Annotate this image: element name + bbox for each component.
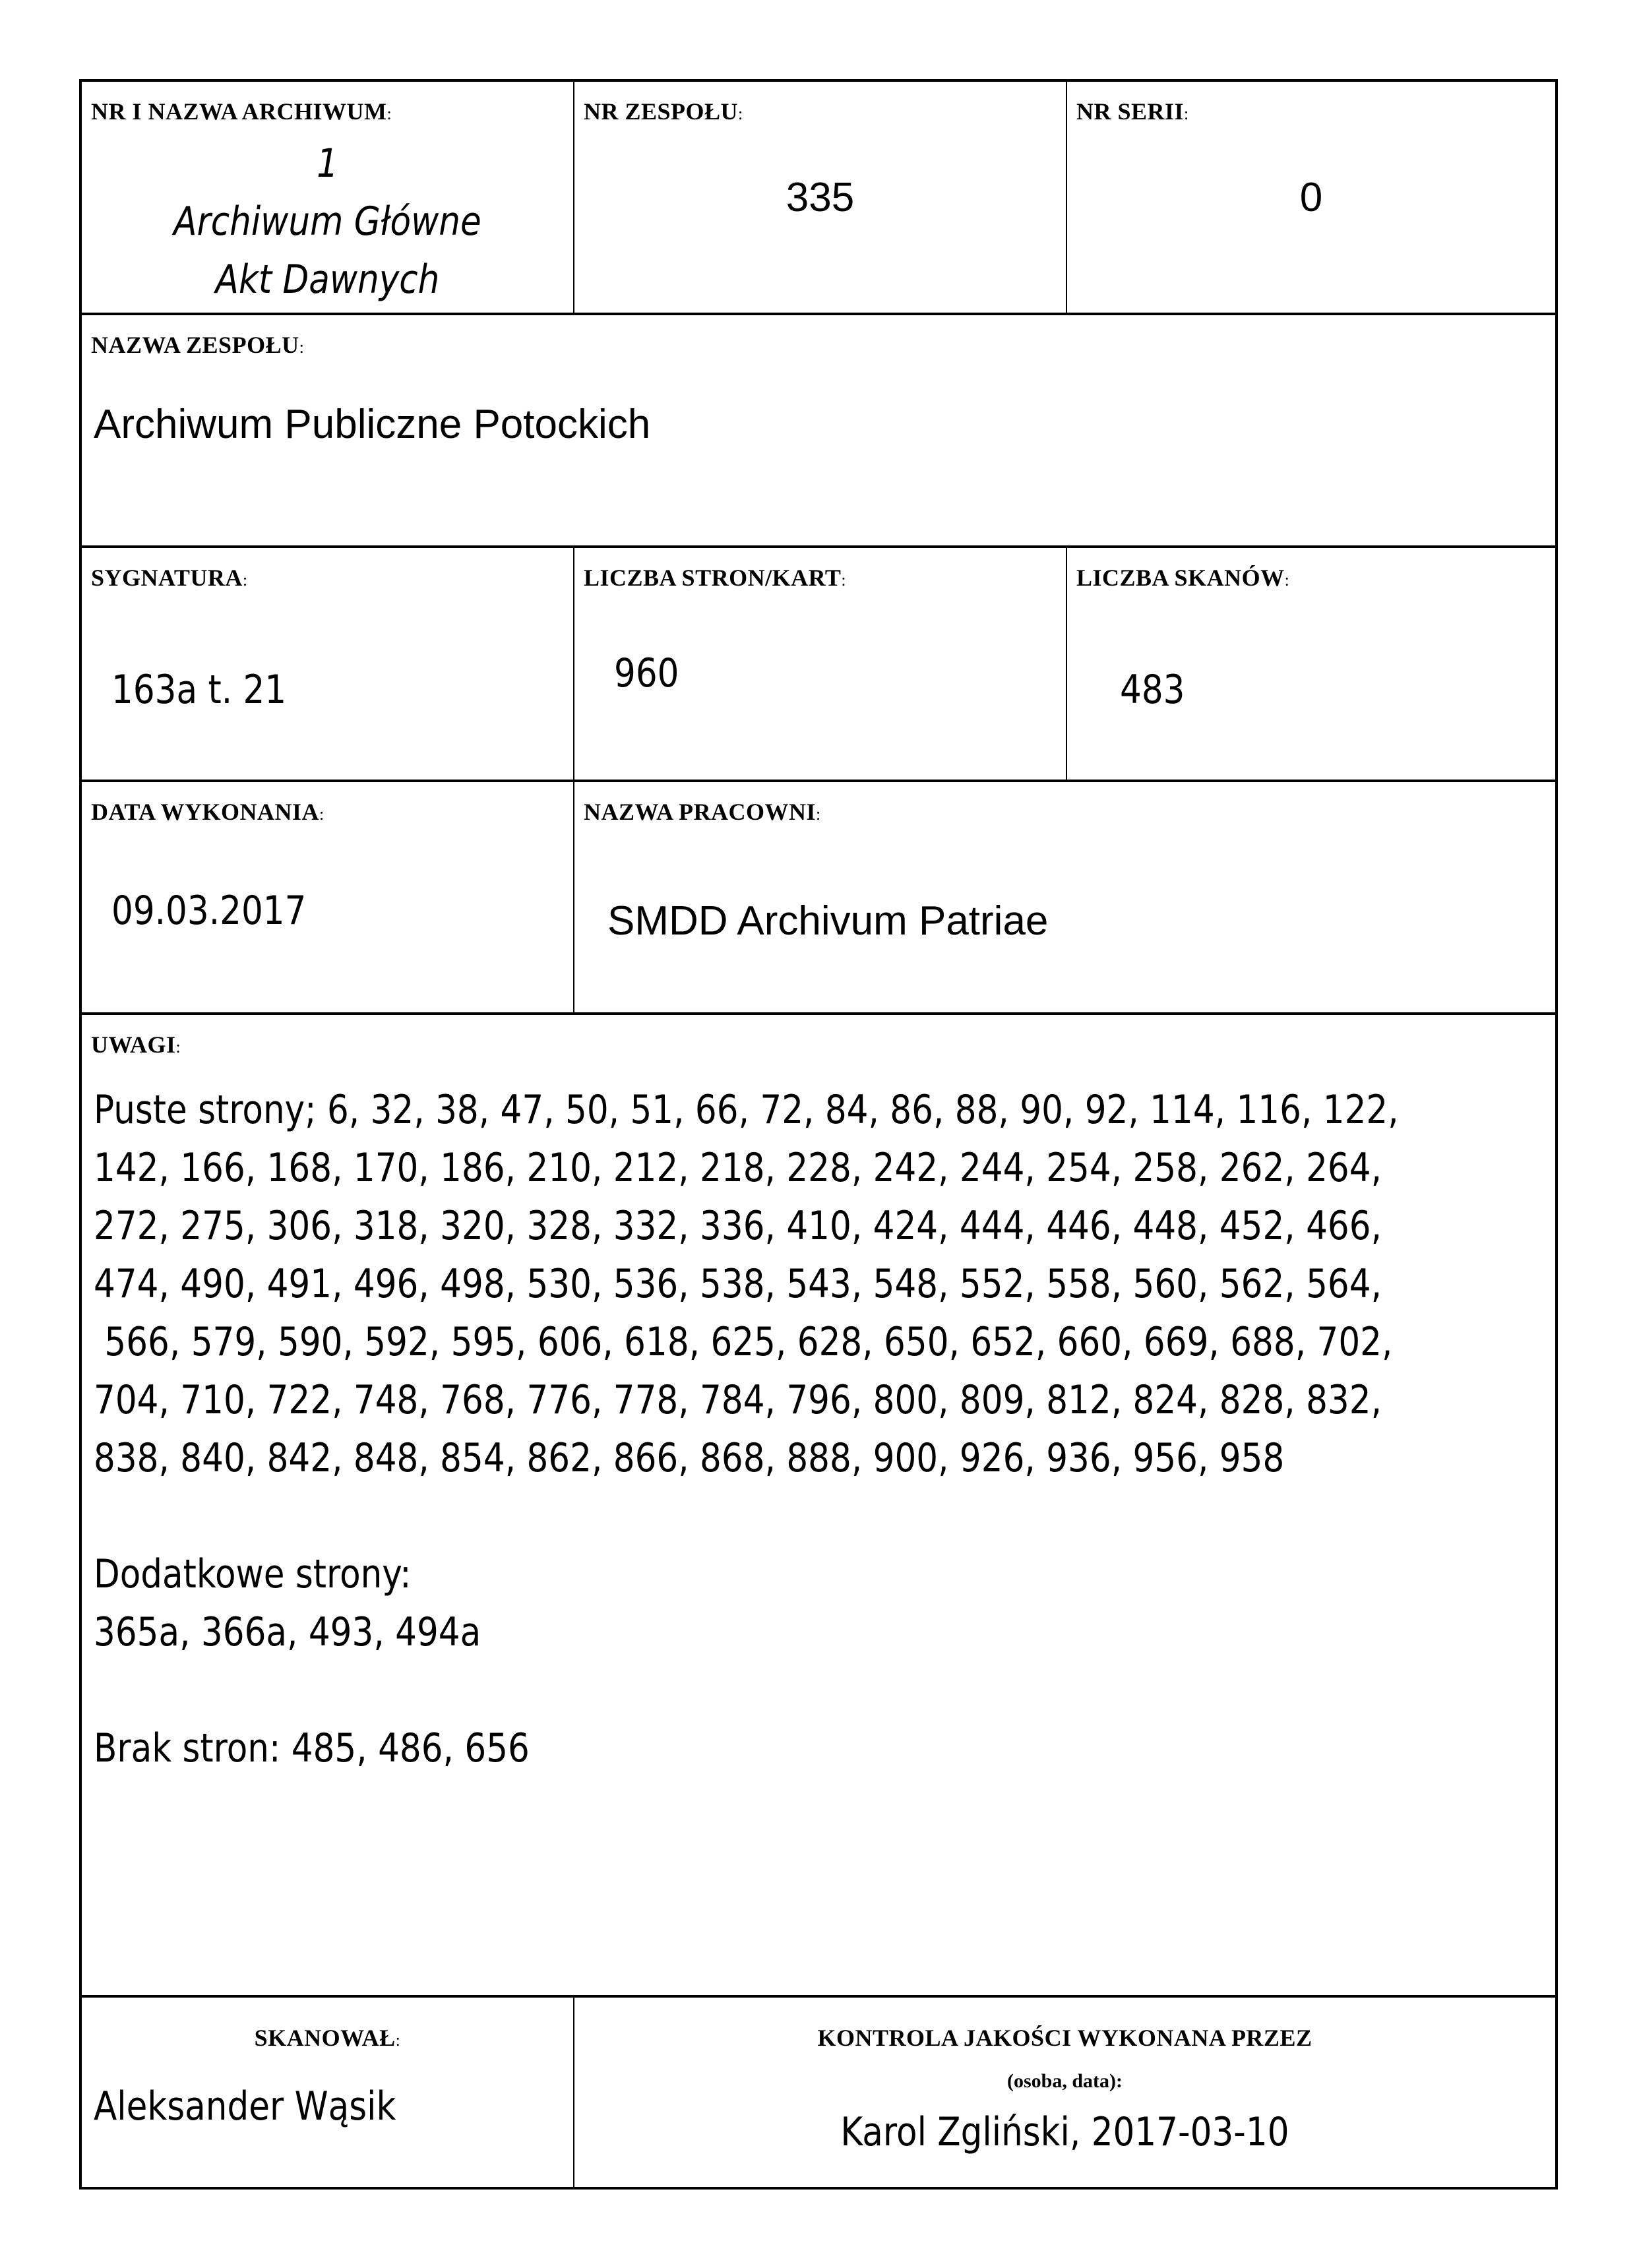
cell-scanned-by: [82, 1998, 574, 2187]
empty-pages-line: 566, 579, 590, 592, 595, 606, 618, 625, 628, 650, 652, 660, 669, 688, 702,: [94, 1319, 1393, 1365]
empty-pages-line: 272, 275, 306, 318, 320, 328, 332, 336, 410, 424, 444, 446, 448, 452, 466,: [94, 1203, 1382, 1249]
signature-label: SYGNATURA:: [91, 565, 248, 591]
fond-name-value: Archiwum Publiczne Potockich: [94, 402, 651, 447]
fond-number-value: 335: [786, 175, 855, 220]
cell-series-number: [1067, 82, 1555, 313]
row-date-workshop: [82, 782, 1555, 1015]
empty-pages-line: 142, 166, 168, 170, 186, 210, 212, 218, 228, 242, 244, 254, 258, 262, 264,: [94, 1145, 1382, 1191]
cell-scan-count: [1067, 548, 1555, 780]
archive-number: 1: [317, 140, 338, 187]
additional-pages-heading: Dodatkowe strony:: [94, 1551, 412, 1597]
row-signoff: [82, 1998, 1555, 2187]
missing-pages: Brak stron: 485, 486, 656: [94, 1725, 530, 1771]
signature-value: 163a t. 21: [111, 667, 287, 713]
row-archive-ids: [82, 82, 1555, 315]
cell-fond-number: [574, 82, 1067, 313]
additional-pages-list: 365a, 366a, 493, 494a: [94, 1609, 481, 1655]
empty-pages-line: 474, 490, 491, 496, 498, 530, 536, 538, 543, 548, 552, 558, 560, 562, 564,: [94, 1261, 1382, 1307]
quality-control-text: Karol Zgliński, 2017-03-10: [840, 2109, 1289, 2155]
row-counts: [82, 548, 1555, 782]
cell-workshop: [574, 782, 1555, 1012]
notes-body: [94, 1081, 1489, 1777]
cell-page-count: [574, 548, 1067, 780]
page-count-value: 960: [614, 650, 679, 696]
fond-number-label: NR ZESPOŁU:: [584, 98, 743, 125]
workshop-value: SMDD Archivum Patriae: [607, 898, 1049, 944]
row-fond-name: [82, 315, 1555, 548]
quality-control-sublabel: (osoba, data):: [1006, 2070, 1123, 2092]
empty-pages-line: 704, 710, 722, 748, 768, 776, 778, 784, 796, 800, 809, 812, 824, 828, 832,: [94, 1377, 1382, 1423]
cell-date: [82, 782, 574, 1012]
scan-count-value: 483: [1120, 667, 1185, 713]
archive-label: NR I NAZWA ARCHIWUM:: [91, 98, 392, 125]
archive-metadata-form: [79, 79, 1558, 2190]
scan-count-label: LICZBA SKANÓW:: [1076, 565, 1290, 591]
cell-quality-control: [574, 1998, 1555, 2187]
archive-name-line1: Archiwum Główne: [173, 199, 481, 245]
cell-fond-name: [82, 315, 1555, 545]
fond-name-label: NAZWA ZESPOŁU:: [91, 332, 305, 358]
notes-label: UWAGI:: [91, 1031, 181, 1058]
empty-pages-line: 838, 840, 842, 848, 854, 862, 866, 868, 888, 900, 926, 936, 956, 958: [94, 1435, 1285, 1481]
empty-pages-line: Puste strony; 6, 32, 38, 47, 50, 51, 66, 72, 84, 86, 88, 90, 92, 114, 116, 122,: [94, 1087, 1399, 1133]
row-notes: [82, 1015, 1555, 1998]
archive-name-line2: Akt Dawnych: [215, 257, 440, 303]
workshop-label: NAZWA PRACOWNI:: [584, 799, 821, 825]
cell-notes: [82, 1015, 1555, 1995]
spacer: [94, 1661, 1489, 1719]
cell-signature: [82, 548, 574, 780]
date-label: DATA WYKONANIA:: [91, 799, 324, 825]
series-number-label: NR SERII:: [1076, 98, 1189, 125]
quality-control-label: KONTROLA JAKOŚCI WYKONANA PRZEZ: [817, 2025, 1312, 2051]
page-count-label: LICZBA STRON/KART:: [584, 565, 847, 591]
archive-value: [82, 135, 573, 309]
quality-control-value: [574, 2108, 1555, 2155]
cell-archive: [82, 82, 574, 313]
spacer: [94, 1487, 1489, 1545]
scanned-by-value: Aleksander Wąsik: [94, 2083, 396, 2130]
scanned-by-label: SKANOWAŁ:: [254, 2025, 401, 2051]
series-number-value: 0: [1299, 175, 1323, 220]
date-value: 09.03.2017: [111, 888, 307, 934]
